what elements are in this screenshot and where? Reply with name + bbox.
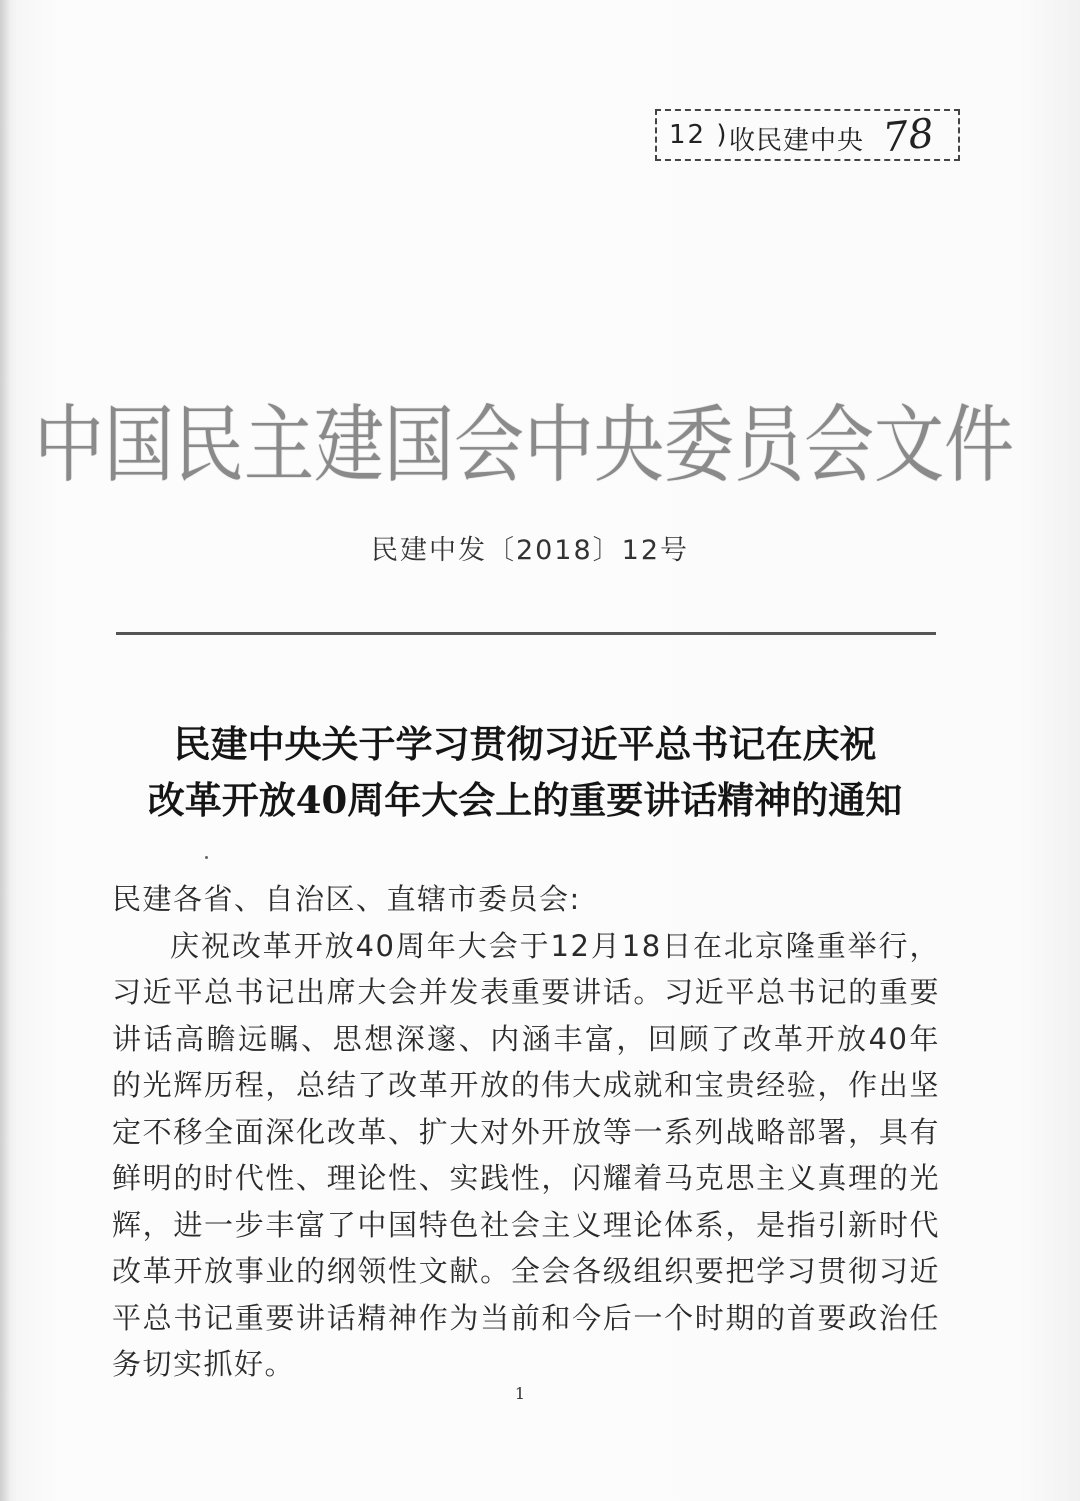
document-number: 民建中发〔2018〕12号 [370, 535, 690, 566]
salutation: 民建各省、自治区、直辖市委员会: [112, 882, 581, 916]
scan-speck [205, 856, 208, 859]
stamp-label: 收民建中央 [729, 126, 865, 156]
stamp-number: 12 ) [669, 120, 729, 150]
notice-body [112, 876, 940, 1388]
notice-heading-line-2: 改革开放40周年大会上的重要讲话精神的通知 [147, 778, 903, 822]
body-paragraph: 庆祝改革开放40周年大会于12月18日在北京隆重举行，习近平总书记出席大会并发表重要讲话。习近平总书记的重要讲话高瞻远瞩、思想深邃、内涵丰富，回顾了改革开放40年的光辉历程，总结了改革开放的伟大成就和宝贵经验，作出坚定不移全面深化改革、扩大对外开放等一系列战略部署，具有鲜明的时代性、理论性、实践性，闪耀着马克思主义真理的光辉，进一步丰富了中国特色社会主义理论体系，是指引新时代改革开放事业的纲领性文献。全会各级组织要把学习贯彻习近平总书记重要讲话精神作为当前和今后一个时期的首要政治任务切实抓好。 [112, 928, 940, 1381]
notice-heading [0, 716, 1050, 828]
stamp-handwritten-number: 78 [880, 110, 937, 162]
document-header-title: 中国民主建国会中央委员会文件 [34, 396, 1014, 495]
receipt-stamp [655, 109, 960, 161]
notice-heading-line-1: 民建中央关于学习贯彻习近平总书记在庆祝 [173, 722, 877, 766]
header-divider [116, 632, 936, 635]
page-number: 1 [514, 1384, 526, 1403]
